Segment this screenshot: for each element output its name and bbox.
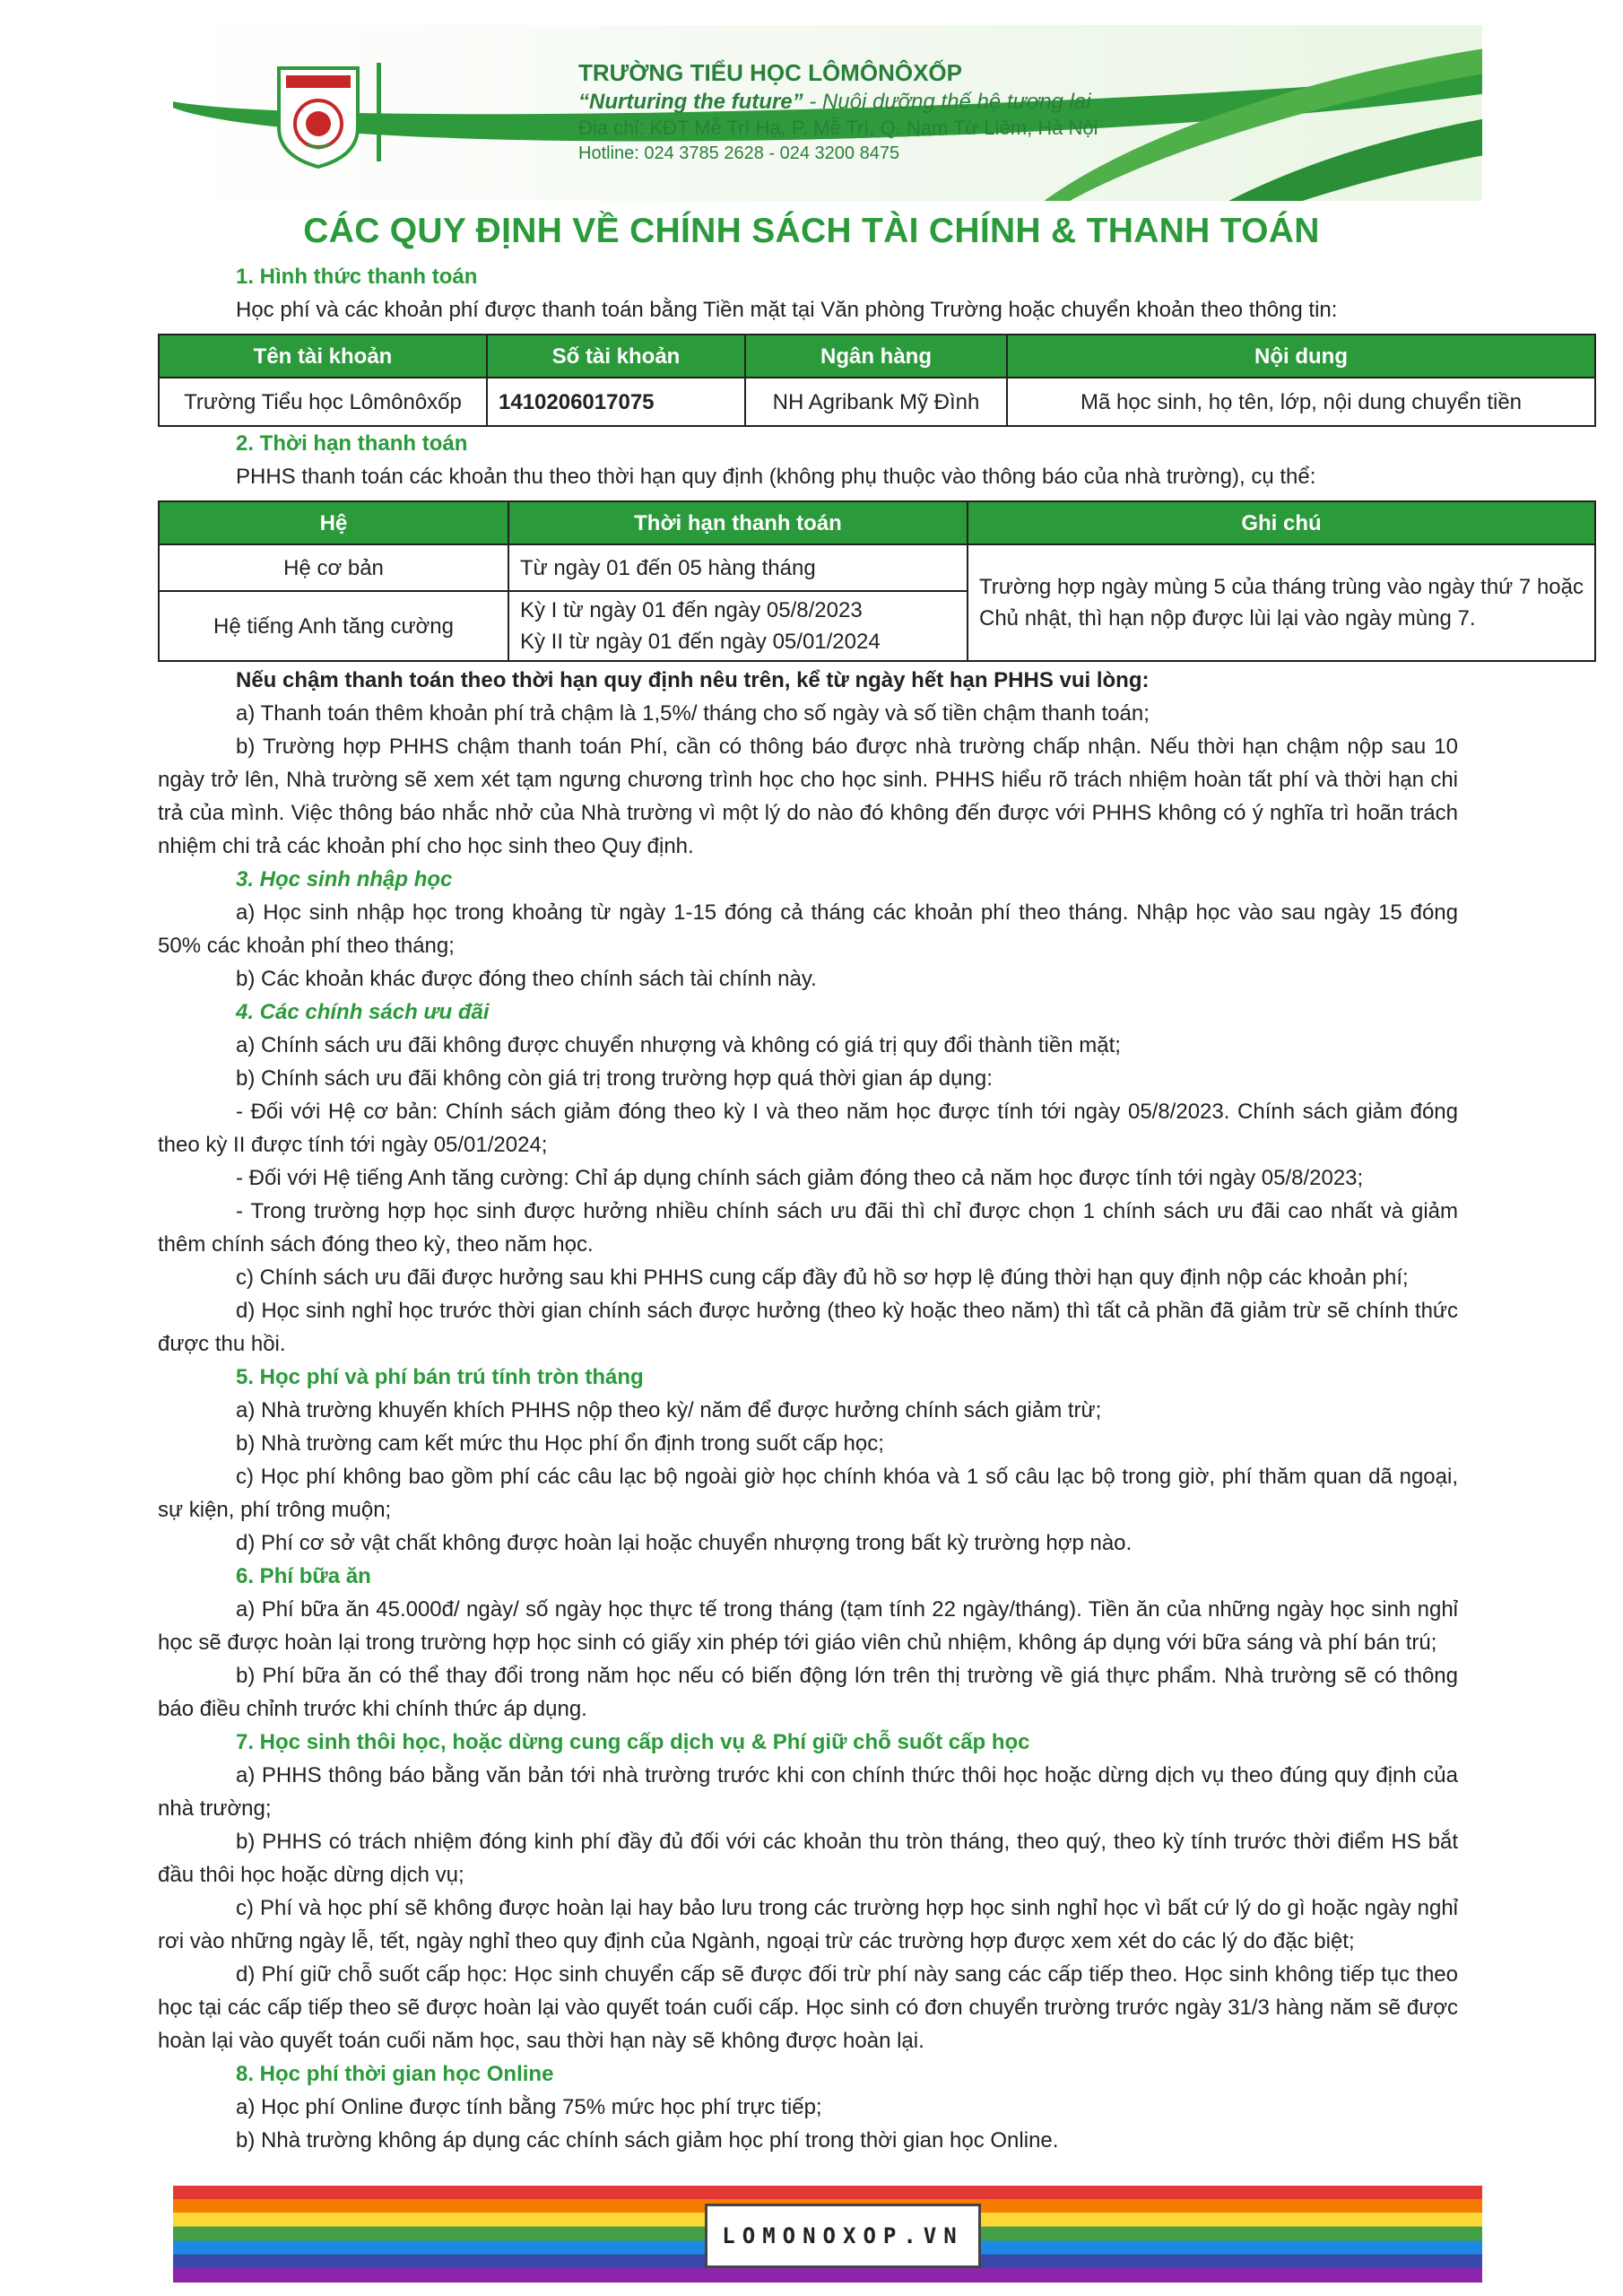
table-header: Số tài khoản [487, 335, 745, 378]
deadline-cell: Từ ngày 01 đến 05 hàng tháng [508, 544, 968, 591]
section-8-heading: 8. Học phí thời gian học Online [236, 2062, 554, 2086]
program-cell: Hệ tiếng Anh tăng cường [159, 591, 508, 661]
school-hotline: Hotline: 024 3785 2628 - 024 3200 8475 [578, 144, 900, 163]
school-address: Địa chỉ: KĐT Mễ Trì Hạ, P. Mễ Trì, Q. Nam Từ Liêm, Hà Nội [578, 117, 1098, 139]
section-3-heading: 3. Học sinh nhập học [236, 867, 453, 891]
section-1-heading: 1. Hình thức thanh toán [236, 265, 478, 289]
paragraph: a) Học phí Online được tính bằng 75% mức học phí trực tiếp; [236, 2095, 822, 2119]
paragraph: b) PHHS có trách nhiệm đóng kinh phí đầy đủ đối với các khoản thu tròn tháng, theo quý, theo kỳ tính trước thời điểm HS bắt đầu thôi học hoặc dừng dịch vụ; [158, 1830, 1458, 1887]
paragraph: a) Học sinh nhập học trong khoảng từ ngày 1-15 đóng cả tháng các khoản phí theo tháng. Nhập học vào sau ngày 15 đóng 50% các khoản phí theo tháng; [158, 900, 1458, 958]
paragraph: a) Thanh toán thêm khoản phí trả chậm là 1,5%/ tháng cho số ngày và số tiền chậm thanh toán; [236, 701, 1150, 726]
table-header: Ngân hàng [745, 335, 1007, 378]
section-6-heading: 6. Phí bữa ăn [236, 1564, 371, 1588]
section-2-intro: PHHS thanh toán các khoản thu theo thời hạn quy định (không phụ thuộc vào thông báo của nhà trường), cụ thể: [236, 465, 1316, 489]
paragraph: - Đối với Hệ cơ bản: Chính sách giảm đóng theo kỳ I và theo năm học được tính tới ngày 05/8/2023. Chính sách giảm đóng theo kỳ II được tính tới ngày 05/01/2024; [158, 1100, 1458, 1157]
paragraph: - Trong trường hợp học sinh được hưởng nhiều chính sách ưu đãi thì chỉ được chọn 1 chính sách ưu đãi cao nhất và giảm thêm chính sách đóng theo kỳ, theo năm học. [158, 1199, 1458, 1257]
paragraph: d) Phí giữ chỗ suốt cấp học: Học sinh chuyển cấp sẽ được đối trừ phí này sang các cấp tiếp theo. Học sinh không tiếp tục theo học tại các cấp tiếp theo sẽ được hoàn lại vào quyết toán cuối cấp. Học sinh có đơn chuyển trường trước ngày 31/3 hàng năm sẽ được hoàn lại vào quyết toán cuối năm học, sau thời hạn này sẽ không được hoàn lại. [158, 1962, 1458, 2053]
footer-rainbow-bar [173, 2186, 1482, 2283]
deadline-cell [508, 591, 968, 661]
paragraph: - Đối với Hệ tiếng Anh tăng cường: Chỉ áp dụng chính sách giảm đóng theo cả năm học được tính tới ngày 05/8/2023; [236, 1166, 1364, 1190]
logo-divider [377, 63, 381, 161]
section-7-heading: 7. Học sinh thôi học, hoặc dừng cung cấp dịch vụ & Phí giữ chỗ suốt cấp học [236, 1730, 1030, 1754]
transfer-content-cell: Mã học sinh, họ tên, lớp, nội dung chuyển tiền [1007, 378, 1595, 426]
slogan-vi: - Nuôi dưỡng thế hệ tương lai [803, 90, 1091, 114]
program-cell: Hệ cơ bản [159, 544, 508, 591]
paragraph: b) Trường hợp PHHS chậm thanh toán Phí, cần có thông báo được nhà trường chấp nhận. Nếu thời hạn chậm nộp sau 10 ngày trở lên, Nhà trường sẽ xem xét tạm ngưng chương trình học cho học sinh. PHHS hiểu rõ trách nhiệm hoàn tất phí và thời hạn chi trả của mình. Việc thông báo nhắc nhở của Nhà trường vì một lý do nào đó không đến được với PHHS không có ý nghĩa trì hoãn trách nhiệm chi trả các khoản phí cho học sinh theo Quy định. [158, 735, 1458, 858]
paragraph: a) Chính sách ưu đãi không được chuyển nhượng và không có giá trị quy đổi thành tiền mặt; [236, 1033, 1121, 1057]
paragraph: b) Phí bữa ăn có thể thay đổi trong năm học nếu có biến động lớn trên thị trường về giá thực phẩm. Nhà trường sẽ có thông báo điều chỉnh trước khi chính thức áp dụng. [158, 1664, 1458, 1721]
paragraph: b) Nhà trường không áp dụng các chính sách giảm học phí trong thời gian học Online. [236, 2128, 1059, 2152]
term-2-deadline: Kỳ II từ ngày 01 đến ngày 05/01/2024 [520, 630, 881, 654]
paragraph: a) PHHS thông báo bằng văn bản tới nhà trường trước khi con chính thức thôi học hoặc dừng dịch vụ theo đúng quy định của nhà trường; [158, 1763, 1458, 1821]
table-header: Ghi chú [968, 501, 1595, 544]
paragraph: c) Học phí không bao gồm phí các câu lạc bộ ngoài giờ học chính khóa và 1 số câu lạc bộ trong giờ, phí thăm quan dã ngoại, sự kiện, phí trông muộn; [158, 1465, 1458, 1522]
section-2-heading: 2. Thời hạn thanh toán [236, 431, 468, 456]
section-1-intro: Học phí và các khoản phí được thanh toán bằng Tiền mặt tại Văn phòng Trường hoặc chuyển khoản theo thông tin: [236, 298, 1338, 322]
table-header: Nội dung [1007, 335, 1595, 378]
table-header: Thời hạn thanh toán [508, 501, 968, 544]
payment-deadline-table [158, 500, 1596, 662]
account-number-cell: 1410206017075 [487, 378, 745, 426]
paragraph: b) Chính sách ưu đãi không còn giá trị trong trường hợp quá thời gian áp dụng: [236, 1066, 993, 1091]
document-body [158, 260, 1584, 2157]
paragraph: a) Phí bữa ăn 45.000đ/ ngày/ số ngày học thực tế trong tháng (tạm tính 22 ngày/tháng). Tiền ăn của những ngày học sinh nghỉ học sẽ được hoàn lại trong trường hợp học sinh có giấy xin phép tới giáo viên chủ nhiệm, không áp dụng với bữa sáng và phí bán trú; [158, 1597, 1458, 1655]
table-header: Tên tài khoản [159, 335, 487, 378]
note-cell: Trường hợp ngày mùng 5 của tháng trùng vào ngày thứ 7 hoặc Chủ nhật, thì hạn nộp được lùi lại vào ngày mùng 7. [968, 544, 1595, 661]
bank-cell: NH Agribank Mỹ Đình [745, 378, 1007, 426]
school-logo [273, 63, 363, 170]
paragraph: b) Nhà trường cam kết mức thu Học phí ổn định trong suốt cấp học; [236, 1431, 884, 1456]
term-1-deadline: Kỳ I từ ngày 01 đến ngày 05/8/2023 [520, 598, 863, 622]
section-4-heading: 4. Các chính sách ưu đãi [236, 1000, 490, 1024]
paragraph: a) Nhà trường khuyến khích PHHS nộp theo kỳ/ năm để được hưởng chính sách giảm trừ; [236, 1398, 1102, 1422]
paragraph: c) Chính sách ưu đãi được hưởng sau khi PHHS cung cấp đầy đủ hồ sơ hợp lệ đúng thời hạn quy định nộp các khoản phí; [236, 1265, 1409, 1290]
school-name: TRƯỜNG TIỂU HỌC LÔMÔNÔXỐP [578, 59, 962, 86]
paragraph: d) Phí cơ sở vật chất không được hoàn lại hoặc chuyển nhượng trong bất kỳ trường hợp nào. [236, 1531, 1133, 1555]
account-name-cell: Trường Tiểu học Lômônôxốp [159, 378, 487, 426]
late-payment-heading: Nếu chậm thanh toán theo thời hạn quy định nêu trên, kể từ ngày hết hạn PHHS vui lòng: [236, 668, 1150, 692]
page-title: CÁC QUY ĐỊNH VỀ CHÍNH SÁCH TÀI CHÍNH & THANH TOÁN [303, 212, 1320, 250]
slogan-en: “Nurturing the future” [578, 90, 803, 114]
section-5-heading: 5. Học phí và phí bán trú tính tròn tháng [236, 1365, 644, 1389]
slogan [578, 90, 1091, 115]
paragraph: d) Học sinh nghỉ học trước thời gian chính sách được hưởng (theo kỳ hoặc theo năm) thì tất cả phần đã giảm trừ sẽ chính thức được thu hồi. [158, 1299, 1458, 1356]
website-link[interactable]: LOMONOXOP.VN [705, 2204, 981, 2268]
table-header: Hệ [159, 501, 508, 544]
paragraph: b) Các khoản khác được đóng theo chính sách tài chính này. [236, 967, 817, 991]
paragraph: c) Phí và học phí sẽ không được hoàn lại hay bảo lưu trong các trường hợp học sinh nghỉ học vì bất cứ lý do gì hoặc ngày nghỉ rơi vào những ngày lễ, tết, ngày nghỉ theo quy định của Ngành, ngoại trừ các trường hợp được xem xét do các lý do đặc biệt; [158, 1896, 1458, 1953]
payment-account-table [158, 334, 1596, 427]
